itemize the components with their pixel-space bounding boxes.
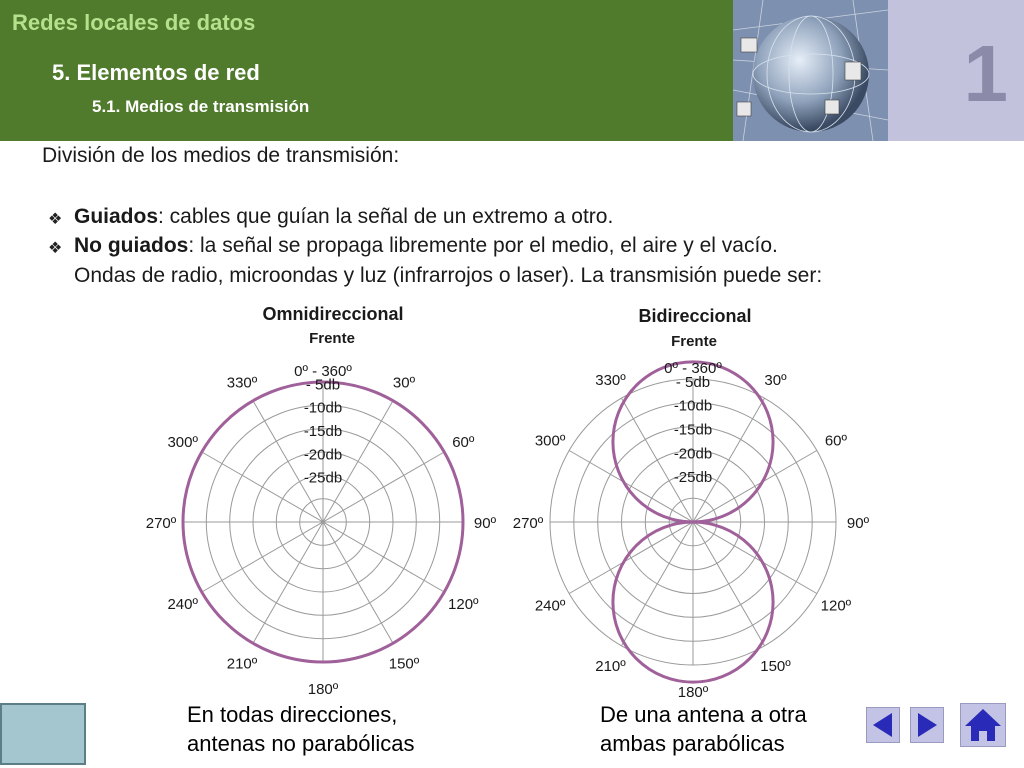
angle-label: 150º	[388, 655, 420, 673]
triangle-left-icon	[867, 708, 899, 742]
angle-label: 300º	[534, 432, 566, 450]
presentation-title: Redes locales de datos	[12, 10, 256, 35]
angle-label: 90º	[473, 515, 497, 532]
chapter-number: 1	[963, 29, 1008, 118]
angle-label: 60º	[824, 432, 847, 450]
caption-bi	[600, 700, 807, 758]
db-level-label: - 5db	[305, 376, 341, 394]
db-level-label: -20db	[303, 446, 343, 464]
bullet-text: : la señal se propaga libremente por el medio, el aire y el vacío.	[188, 234, 778, 257]
angle-label: 270º	[512, 515, 544, 532]
globe-network-image	[733, 0, 888, 141]
angle-label: 30º	[392, 374, 416, 392]
angle-label: 330º	[595, 372, 626, 390]
prev-button[interactable]	[866, 707, 900, 743]
angle-label: 120º	[448, 596, 479, 613]
angle-label: 90º	[846, 515, 870, 532]
db-level-label: -25db	[673, 469, 713, 487]
db-level-label: - 5db	[675, 373, 711, 391]
bullet-no-guiados	[74, 234, 778, 258]
angle-label: 330º	[226, 374, 258, 392]
angle-label: 210º	[226, 655, 258, 673]
db-level-label: -25db	[303, 469, 343, 487]
home-button[interactable]	[960, 703, 1006, 747]
bullet-continuation: Ondas de radio, microondas y luz (infrarrojos o laser). La transmisión puede ser:	[74, 264, 823, 287]
home-icon	[961, 704, 1005, 746]
diamond-bullet-icon: ❖	[48, 211, 63, 228]
db-level-label: -15db	[673, 421, 713, 439]
radiation-pattern-diagrams	[0, 290, 1024, 701]
front-label: Frente	[671, 333, 717, 350]
angle-label: 240º	[534, 597, 566, 615]
angle-label: 0º - 360º	[294, 363, 352, 380]
angle-label: 270º	[145, 515, 177, 532]
diamond-bullet-icon: ❖	[48, 240, 63, 257]
angle-label: 300º	[167, 434, 198, 451]
bullet-guiados	[74, 205, 613, 229]
caption-line: En todas direcciones,	[187, 702, 398, 727]
diagram-title: Bidireccional	[638, 306, 752, 326]
next-button[interactable]	[910, 707, 944, 743]
angle-label: 120º	[820, 597, 852, 615]
bullet-term: No guiados	[74, 234, 189, 257]
bullet-term: Guiados	[74, 205, 159, 228]
header-bar	[0, 0, 733, 141]
angle-label: 240º	[167, 596, 198, 613]
subsection-heading: 5.1. Medios de transmisión	[92, 97, 310, 116]
intro-text: División de los medios de transmisión:	[42, 144, 400, 167]
angle-label: 60º	[452, 434, 475, 451]
corner-decoration	[0, 703, 86, 765]
angle-label: 210º	[595, 657, 626, 675]
angle-label: 180º	[307, 681, 339, 698]
triangle-right-icon	[911, 708, 943, 742]
section-heading: 5. Elementos de red	[52, 60, 260, 85]
db-level-label: -15db	[303, 423, 343, 440]
bullet-text: : cables que guían la señal de un extremo a otro.	[158, 205, 614, 228]
db-level-label: -10db	[673, 397, 713, 415]
diagram-title: Omnidireccional	[262, 304, 404, 324]
db-level-label: -10db	[303, 399, 343, 417]
caption-line: De una antena a otra	[600, 702, 807, 727]
front-label: Frente	[309, 330, 355, 347]
angle-label: 0º - 360º	[664, 360, 722, 377]
angle-label: 180º	[677, 684, 709, 701]
angle-label: 30º	[764, 372, 787, 390]
db-level-label: -20db	[673, 445, 713, 463]
angle-label: 150º	[760, 657, 791, 675]
caption-omni	[187, 700, 415, 758]
caption-line: antenas no parabólicas	[187, 731, 415, 756]
caption-line: ambas parabólicas	[600, 731, 785, 756]
chapter-number-panel	[888, 0, 1024, 141]
